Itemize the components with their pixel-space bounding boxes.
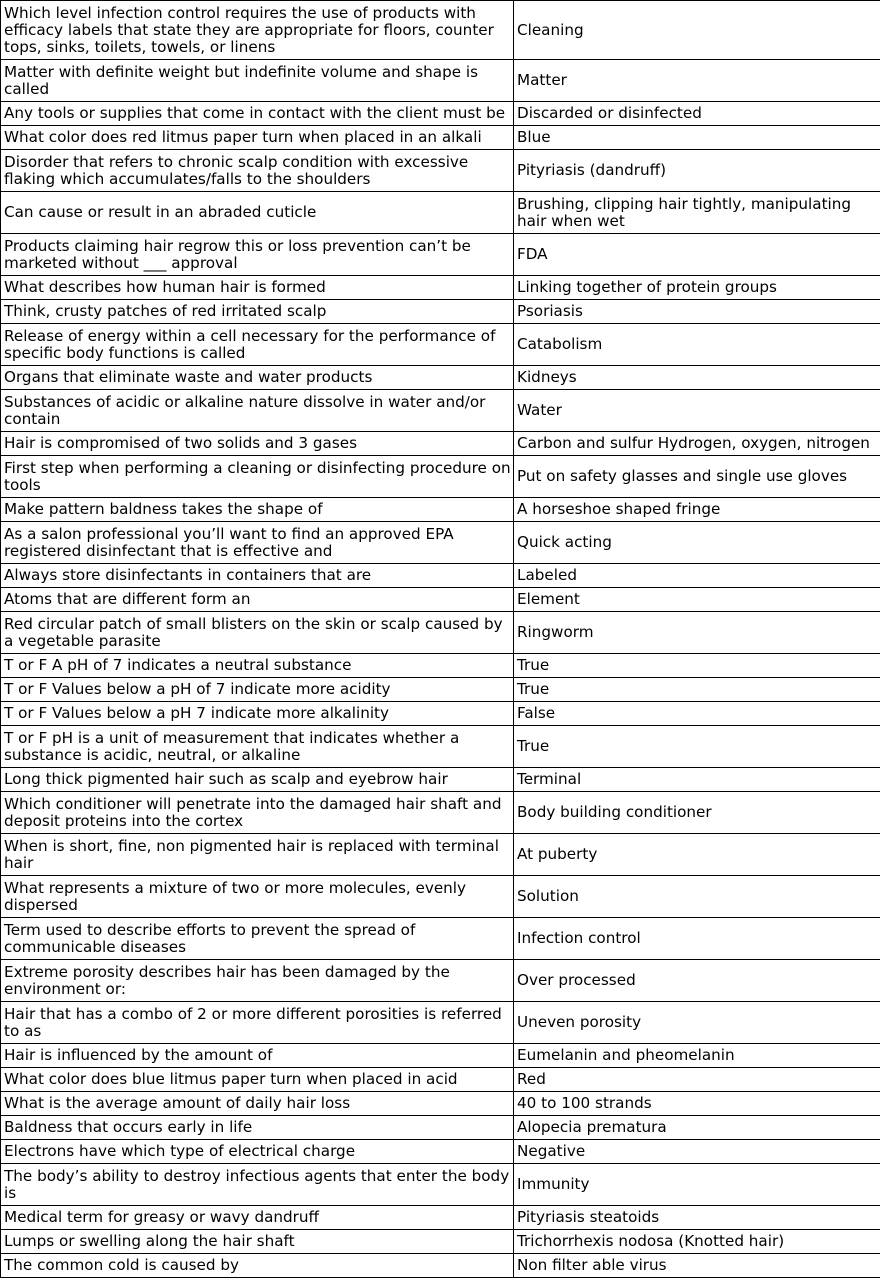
question-cell: The body’s ability to destroy infectious agents that enter the body is [1, 1164, 514, 1206]
table-row [1, 1164, 880, 1206]
table-row [1, 876, 880, 918]
answer-cell: Put on safety glasses and single use gloves [514, 456, 880, 498]
question-cell: When is short, fine, non pigmented hair is replaced with terminal hair [1, 834, 514, 876]
question-cell: Can cause or result in an abraded cuticle [1, 192, 514, 234]
table-row [1, 1, 880, 60]
answer-cell: Ringworm [514, 612, 880, 654]
answer-cell: Eumelanin and pheomelanin [514, 1044, 880, 1068]
question-cell: Hair is influenced by the amount of [1, 1044, 514, 1068]
table-row [1, 792, 880, 834]
question-cell: Substances of acidic or alkaline nature dissolve in water and/or contain [1, 390, 514, 432]
answer-cell: Solution [514, 876, 880, 918]
answer-cell: Over processed [514, 960, 880, 1002]
answer-cell: True [514, 654, 880, 678]
question-cell: Red circular patch of small blisters on the skin or scalp caused by a vegetable parasite [1, 612, 514, 654]
table-row [1, 522, 880, 564]
question-cell: The common cold is caused by [1, 1254, 514, 1278]
answer-cell: False [514, 702, 880, 726]
answer-cell: Matter [514, 60, 880, 102]
answer-cell: Brushing, clipping hair tightly, manipulating hair when wet [514, 192, 880, 234]
answer-cell: Water [514, 390, 880, 432]
question-cell: Electrons have which type of electrical charge [1, 1140, 514, 1164]
answer-cell: Infection control [514, 918, 880, 960]
table-row [1, 726, 880, 768]
answer-cell: Non filter able virus [514, 1254, 880, 1278]
question-cell: Make pattern baldness takes the shape of [1, 498, 514, 522]
question-cell: Hair that has a combo of 2 or more different porosities is referred to as [1, 1002, 514, 1044]
question-cell: As a salon professional you’ll want to find an approved EPA registered disinfectant that is effective and [1, 522, 514, 564]
table-row [1, 390, 880, 432]
question-cell: Matter with definite weight but indefinite volume and shape is called [1, 60, 514, 102]
answer-cell: Negative [514, 1140, 880, 1164]
answer-cell: Quick acting [514, 522, 880, 564]
answer-cell: Labeled [514, 564, 880, 588]
table-row [1, 60, 880, 102]
question-cell: What color does red litmus paper turn when placed in an alkali [1, 126, 514, 150]
question-cell: What represents a mixture of two or more molecules, evenly dispersed [1, 876, 514, 918]
question-cell: Term used to describe efforts to prevent the spread of communicable diseases [1, 918, 514, 960]
question-cell: What color does blue litmus paper turn when placed in acid [1, 1068, 514, 1092]
table-row [1, 1044, 880, 1068]
question-cell: T or F Values below a pH of 7 indicate more acidity [1, 678, 514, 702]
question-cell: T or F Values below a pH 7 indicate more alkalinity [1, 702, 514, 726]
answer-cell: Pityriasis (dandruff) [514, 150, 880, 192]
answer-cell: Pityriasis steatoids [514, 1206, 880, 1230]
answer-cell: 40 to 100 strands [514, 1092, 880, 1116]
answer-cell: Carbon and sulfur Hydrogen, oxygen, nitrogen [514, 432, 880, 456]
answer-cell: Alopecia prematura [514, 1116, 880, 1140]
table-row [1, 564, 880, 588]
table-row [1, 678, 880, 702]
question-cell: T or F pH is a unit of measurement that indicates whether a substance is acidic, neutral, or alkaline [1, 726, 514, 768]
answer-cell: Kidneys [514, 366, 880, 390]
question-cell: Medical term for greasy or wavy dandruff [1, 1206, 514, 1230]
table-row [1, 918, 880, 960]
question-cell: Which level infection control requires the use of products with efficacy labels that state they are appropriate for floors, counter tops, sinks, toilets, towels, or linens [1, 1, 514, 60]
table-row [1, 456, 880, 498]
table-row [1, 960, 880, 1002]
table-row [1, 432, 880, 456]
table-row [1, 1254, 880, 1278]
table-row [1, 612, 880, 654]
answer-cell: Immunity [514, 1164, 880, 1206]
table-row [1, 1092, 880, 1116]
answer-cell: FDA [514, 234, 880, 276]
table-row [1, 1230, 880, 1254]
table-row [1, 1002, 880, 1044]
answer-cell: Discarded or disinfected [514, 102, 880, 126]
question-cell: Lumps or swelling along the hair shaft [1, 1230, 514, 1254]
table-row [1, 192, 880, 234]
table-row [1, 324, 880, 366]
question-cell: First step when performing a cleaning or disinfecting procedure on tools [1, 456, 514, 498]
table-row [1, 702, 880, 726]
answer-cell: True [514, 678, 880, 702]
answer-cell: Cleaning [514, 1, 880, 60]
question-cell: T or F A pH of 7 indicates a neutral substance [1, 654, 514, 678]
answer-cell: Psoriasis [514, 300, 880, 324]
table-row [1, 102, 880, 126]
table-row [1, 366, 880, 390]
question-cell: Which conditioner will penetrate into the damaged hair shaft and deposit proteins into the cortex [1, 792, 514, 834]
table-row [1, 1068, 880, 1092]
question-cell: Release of energy within a cell necessary for the performance of specific body functions is called [1, 324, 514, 366]
table-row [1, 150, 880, 192]
table-row [1, 234, 880, 276]
question-cell: Baldness that occurs early in life [1, 1116, 514, 1140]
question-cell: Disorder that refers to chronic scalp condition with excessive flaking which accumulates/falls to the shoulders [1, 150, 514, 192]
question-cell: Long thick pigmented hair such as scalp and eyebrow hair [1, 768, 514, 792]
question-cell: Any tools or supplies that come in contact with the client must be [1, 102, 514, 126]
answer-cell: Linking together of protein groups [514, 276, 880, 300]
answer-cell: Red [514, 1068, 880, 1092]
table-row [1, 276, 880, 300]
question-cell: Atoms that are different form an [1, 588, 514, 612]
question-cell: Organs that eliminate waste and water products [1, 366, 514, 390]
answer-cell: Catabolism [514, 324, 880, 366]
answer-cell: True [514, 726, 880, 768]
table-row [1, 498, 880, 522]
table-row [1, 126, 880, 150]
answer-cell: Element [514, 588, 880, 612]
question-cell: Extreme porosity describes hair has been damaged by the environment or: [1, 960, 514, 1002]
answer-cell: Trichorrhexis nodosa (Knotted hair) [514, 1230, 880, 1254]
question-cell: What describes how human hair is formed [1, 276, 514, 300]
answer-cell: Blue [514, 126, 880, 150]
answer-cell: A horseshoe shaped fringe [514, 498, 880, 522]
answer-cell: Uneven porosity [514, 1002, 880, 1044]
table-row [1, 1140, 880, 1164]
table-row [1, 1206, 880, 1230]
question-cell: What is the average amount of daily hair loss [1, 1092, 514, 1116]
question-cell: Products claiming hair regrow this or loss prevention can’t be marketed without ___ approval [1, 234, 514, 276]
question-cell: Always store disinfectants in containers that are [1, 564, 514, 588]
table-row [1, 654, 880, 678]
question-cell: Think, crusty patches of red irritated scalp [1, 300, 514, 324]
question-cell: Hair is compromised of two solids and 3 gases [1, 432, 514, 456]
table-row [1, 588, 880, 612]
table-row [1, 300, 880, 324]
answer-cell: Body building conditioner [514, 792, 880, 834]
answer-cell: At puberty [514, 834, 880, 876]
table-row [1, 1116, 880, 1140]
table-row [1, 768, 880, 792]
table-row [1, 834, 880, 876]
answer-cell: Terminal [514, 768, 880, 792]
